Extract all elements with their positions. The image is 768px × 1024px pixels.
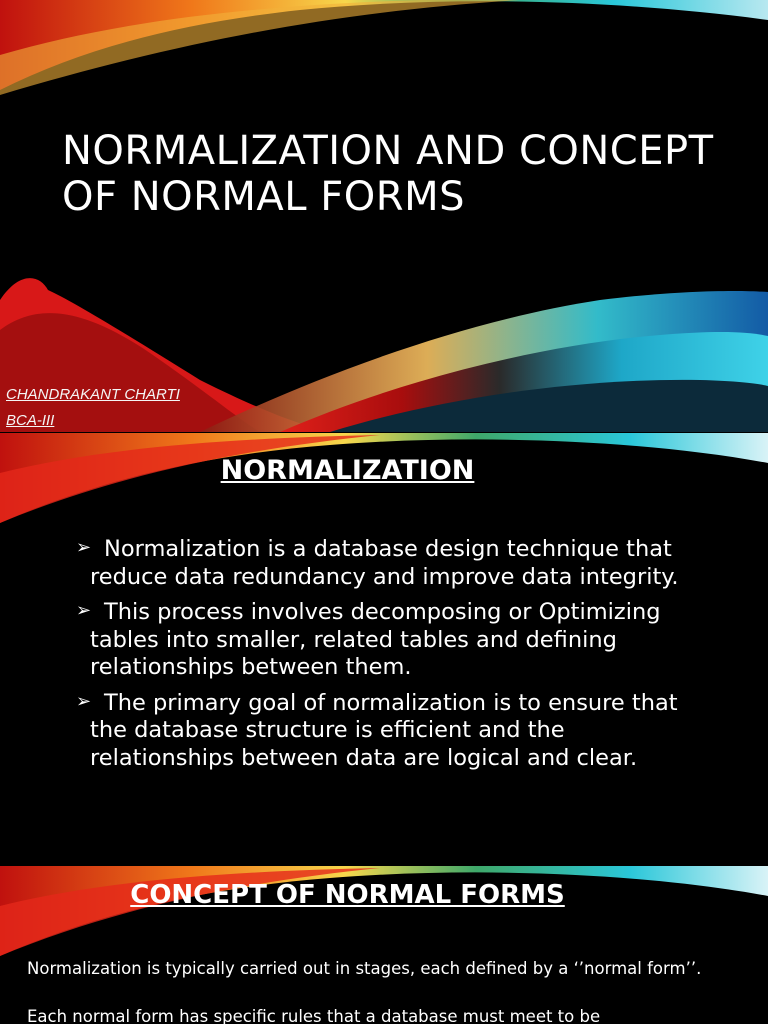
list-item	[76, 599, 696, 682]
author-class: BCA-III	[6, 412, 55, 429]
bullet-text: Normalization is a database design technique that reduce data redundancy and improve data integrity.	[90, 536, 679, 590]
arrowhead-bullet-icon: ➢	[76, 600, 92, 621]
arrowhead-bullet-icon: ➢	[76, 690, 92, 712]
normal-forms-slide	[0, 866, 768, 1024]
arrowhead-bullet-icon: ➢	[76, 537, 92, 558]
paragraph: Each normal form has specific rules that a database must meet to be	[27, 1007, 601, 1024]
normalization-slide	[0, 433, 768, 865]
bullet-text: This process involves decomposing or Optimizing tables into smaller, related tables and defining relationships between them.	[90, 599, 661, 680]
slide-heading: CONCEPT OF NORMAL FORMS	[130, 880, 565, 910]
bullet-text: The primary goal of normalization is to ensure that the database structure is efficient and the relationships between data are logical and clear.	[90, 689, 678, 771]
bullet-list	[76, 536, 696, 780]
list-item	[76, 690, 696, 773]
author-name: CHANDRAKANT CHARTI	[6, 386, 180, 403]
slide-title: NORMALIZATION AND CONCEPT OF NORMAL FORMS	[62, 128, 714, 220]
paragraph: Normalization is typically carried out in stages, each defined by a ‘’normal form’’.	[27, 959, 702, 978]
slide-heading: NORMALIZATION	[220, 455, 475, 486]
list-item	[76, 536, 696, 591]
title-slide	[0, 0, 768, 432]
